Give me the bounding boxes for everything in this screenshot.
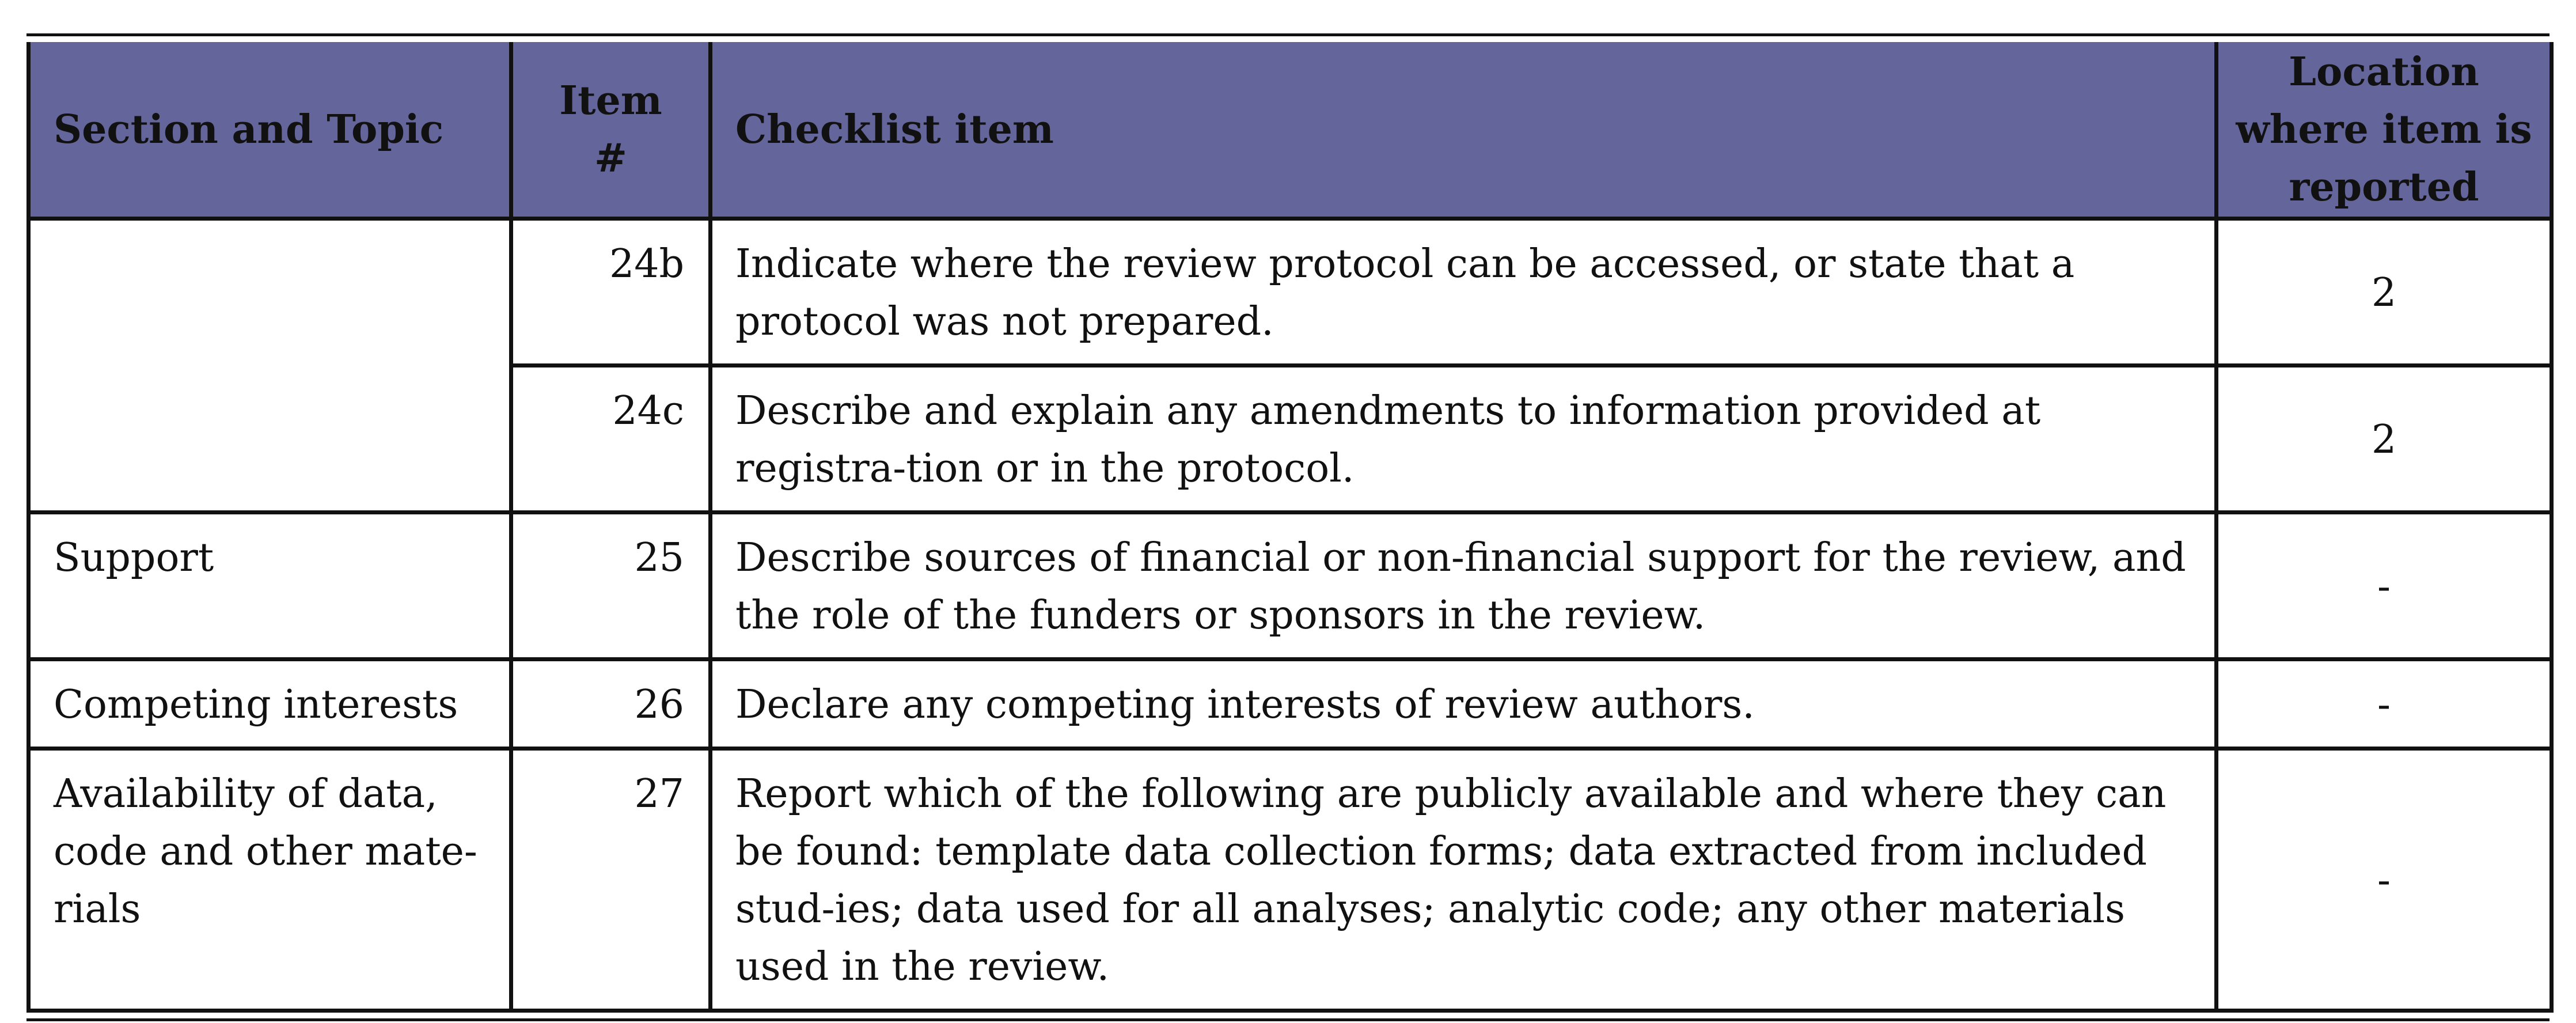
checklist-table xyxy=(26,42,2554,1013)
item-number-cell: 25 xyxy=(511,513,711,660)
location-cell: - xyxy=(2217,749,2552,1011)
checklist-cell: Declare any competing interests of review authors. xyxy=(711,660,2217,749)
section-cell: Competing interests xyxy=(29,660,511,749)
location-cell: 2 xyxy=(2217,219,2552,366)
header-row xyxy=(29,42,2552,219)
item-number-cell: 24b xyxy=(511,219,711,366)
header-item-number: Item # xyxy=(511,42,711,219)
item-number-cell: 27 xyxy=(511,749,711,1011)
checklist-cell: Indicate where the review protocol can be accessed, or state that a protocol was not prepared. xyxy=(711,219,2217,366)
section-cell: Support xyxy=(29,513,511,660)
checklist-cell: Describe and explain any amendments to information provided at registra-tion or in the protocol. xyxy=(711,366,2217,513)
section-cell: Availability of data, code and other mate-rials xyxy=(29,749,511,1011)
table-row xyxy=(29,749,2552,1011)
checklist-cell: Report which of the following are publicly available and where they can be found: template data collection forms; data extracted from included stud-ies; data used for all analyses; analytic code; any other materials used in the review. xyxy=(711,749,2217,1011)
table-row xyxy=(29,219,2552,366)
checklist-cell: Describe sources of financial or non-financial support for the review, and the role of the funders or sponsors in the review. xyxy=(711,513,2217,660)
table-row xyxy=(29,513,2552,660)
location-cell: - xyxy=(2217,513,2552,660)
item-number-cell: 26 xyxy=(511,660,711,749)
header-location: Location where item is reported xyxy=(2217,42,2552,219)
table-header xyxy=(29,42,2552,219)
item-number-cell: 24c xyxy=(511,366,711,513)
location-cell: - xyxy=(2217,660,2552,749)
table-body xyxy=(29,219,2552,1011)
location-cell: 2 xyxy=(2217,366,2552,513)
header-section-topic: Section and Topic xyxy=(29,42,511,219)
checklist-table-container xyxy=(26,33,2550,1021)
table-row xyxy=(29,660,2552,749)
section-cell xyxy=(29,219,511,513)
header-checklist-item: Checklist item xyxy=(711,42,2217,219)
